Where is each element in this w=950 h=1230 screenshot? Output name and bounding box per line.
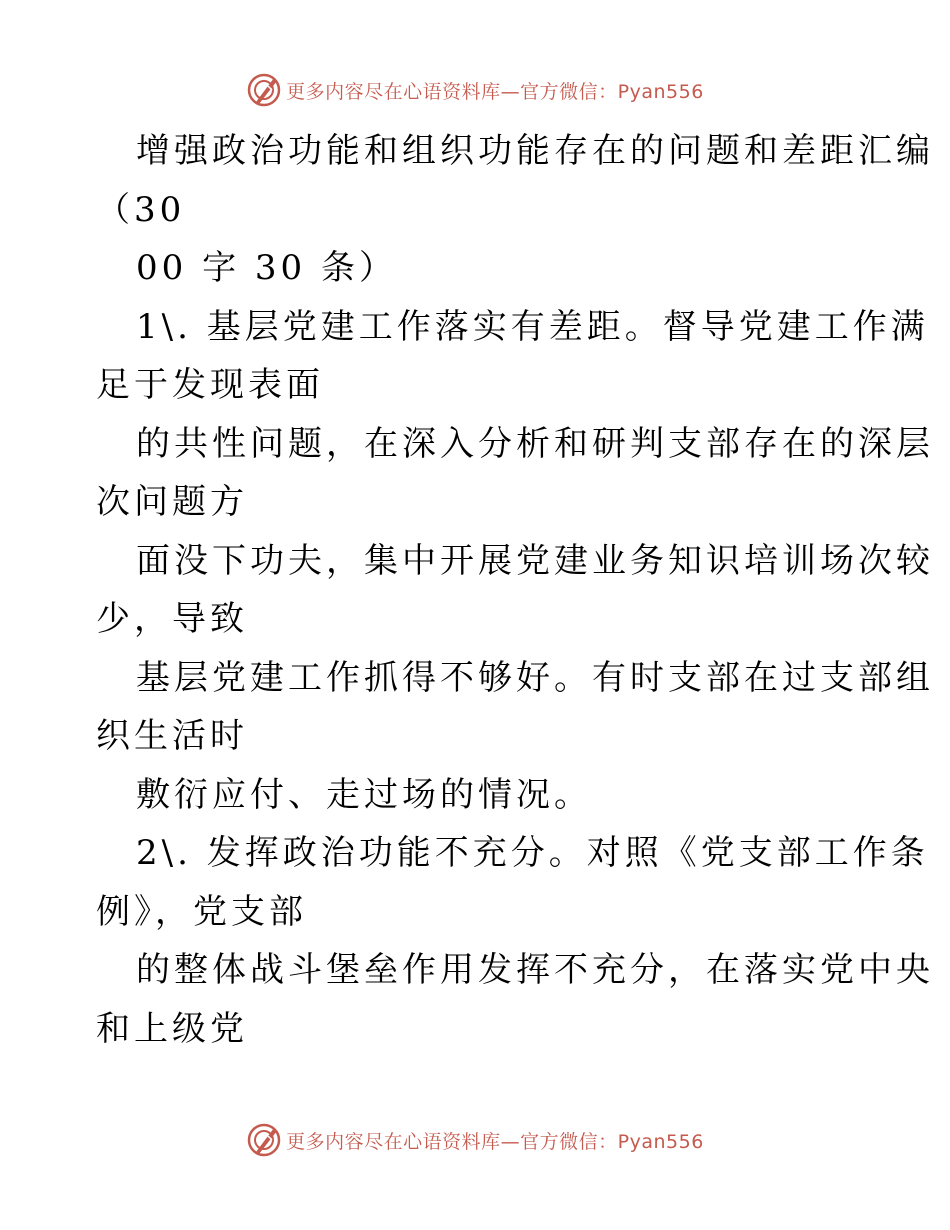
text-line: 00 字 30 条） (136, 248, 397, 288)
banner-text: 更多内容尽在心语资料库—官方微信：Pyan556 (286, 80, 704, 103)
pen-logo-icon (246, 1122, 282, 1158)
title-line: 增强政治功能和组织功能存在的问题和差距汇编 (136, 131, 934, 171)
text-line: 1\. 基层党建工作落实有差距。督导党建工作满 (136, 306, 929, 347)
header-banner (0, 70, 950, 110)
text-line: 例》，党支部 (96, 891, 307, 932)
text-line: 和上级党 (96, 1008, 248, 1049)
text-line: 的共性问题，在深入分析和研判支部存在的深层 (136, 423, 934, 464)
text-line: 基层党建工作抓得不够好。有时支部在过支部组 (136, 657, 934, 698)
document-body (96, 122, 934, 1058)
footer-banner (0, 1120, 950, 1160)
text-line: 织生活时 (96, 716, 248, 756)
banner-text: 更多内容尽在心语资料库—官方微信：Pyan556 (286, 1130, 704, 1153)
text-line: 的整体战斗堡垒作用发挥不充分，在落实党中央 (136, 950, 934, 990)
pen-logo-icon (246, 72, 282, 108)
text-line: 足于发现表面 (96, 365, 324, 405)
text-line: 敷衍应付、走过场的情况。 (136, 774, 592, 815)
text-line: 面没下功夫，集中开展党建业务知识培训场次较 (136, 540, 934, 581)
text-line: 少，导致 (96, 599, 248, 639)
text-line: 2\. 发挥政治功能不充分。对照《党支部工作条 (136, 833, 929, 873)
text-line: 次问题方 (96, 482, 248, 522)
text-line: （30 (96, 189, 186, 230)
